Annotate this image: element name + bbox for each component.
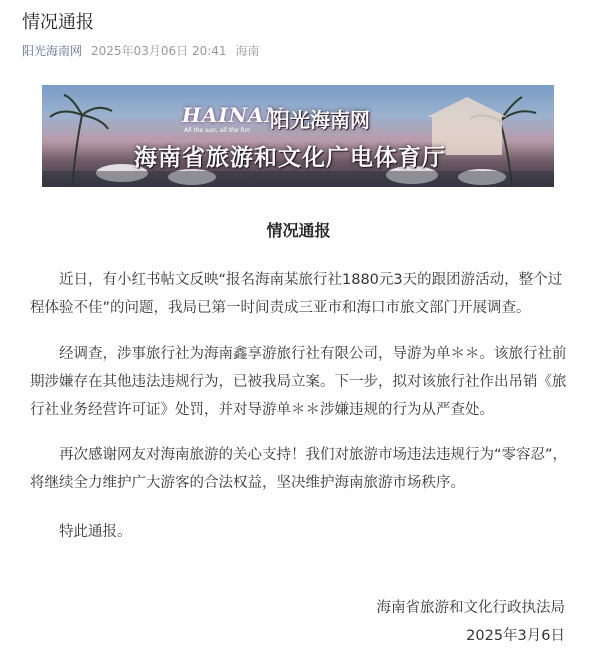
notice-title: 情况通报 (266, 221, 331, 240)
hainan-logo-text: HAINAN (182, 103, 284, 127)
article-meta (22, 42, 260, 59)
publish-date-day: 2025年03月06日 (91, 44, 189, 58)
paragraph-3: 再次感谢网友对海南旅游的关心支持！我们对旅游市场违法违规行为“零容忍”，将继续全力维护广大游客的合法权益，坚决维护海南旅游市场秩序。 (30, 447, 568, 491)
signature-date: 2025年3月6日 (466, 628, 565, 644)
publish-date (91, 42, 227, 59)
author-link[interactable]: 阳光海南网 (22, 44, 83, 58)
banner-image (42, 85, 554, 187)
publish-time: 20:41 (191, 44, 227, 58)
paragraph-1: 近日，有小红书帖文反映“报名海南某旅行社1880元3天的跟团游活动，整个过程体验不佳”的问题，我局已第一时间责成三亚市和海口市旅文部门开展调查。 (30, 272, 563, 316)
page-title: 情况通报 (22, 12, 94, 33)
paragraph-4: 特此通报。 (59, 524, 132, 540)
publish-location: 海南 (235, 44, 260, 58)
banner-department-name: 海南省旅游和文化广电体育厅 (134, 145, 446, 171)
banner-site-name: 阳光海南网 (270, 108, 370, 132)
signature-organization: 海南省旅游和文化行政执法局 (376, 600, 565, 616)
paragraph-2: 经调查，涉事旅行社为海南鑫享游旅行社有限公司，导游为单＊＊。该旅行社前期涉嫌存在其他违法违规行为，已被我局立案。下一步，拟对该旅行社作出吊销《旅行社业务经营许可证》处罚，并对导游单＊＊涉嫌违规的行为从严查处。 (30, 346, 567, 418)
hainan-logo-tagline: All the sun, all the fun (184, 127, 251, 134)
